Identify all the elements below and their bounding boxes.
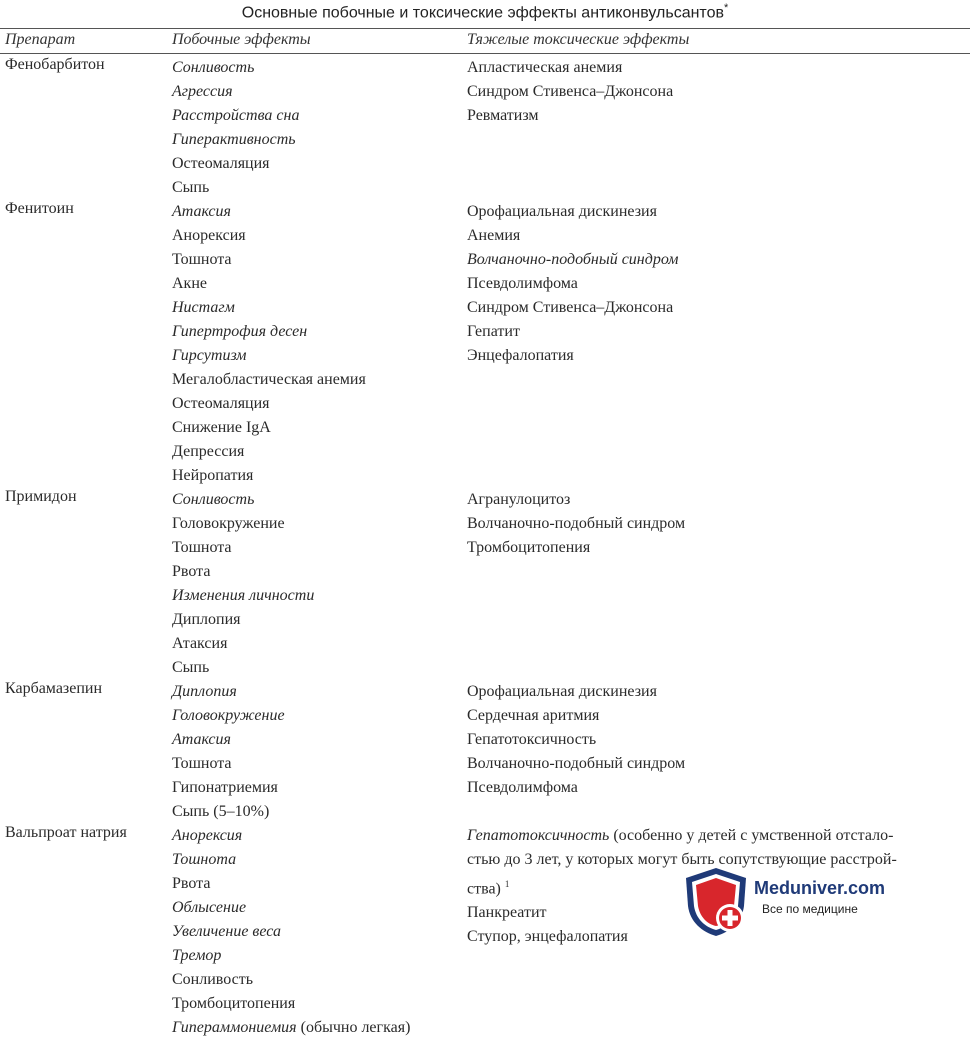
side-effect-item <box>172 416 462 440</box>
side-effect-text: Тремор <box>172 947 222 964</box>
toxic-effect-text: Тромбоцитопения <box>467 539 591 556</box>
column-header-drug: Препарат <box>5 31 76 48</box>
side-effect-text: Облысение <box>172 899 247 916</box>
side-effect-text: Тошнота <box>172 755 232 772</box>
toxic-effect-text: Апластическая анемия <box>467 59 623 76</box>
toxic-effect-text: Гепатотоксичность <box>467 827 610 844</box>
toxic-effect-item <box>467 248 970 272</box>
title-footnote-mark: * <box>723 2 729 14</box>
side-effect-text: Гирсутизм <box>172 347 247 364</box>
side-effect-item <box>172 752 462 776</box>
drug-name: Карбамазепин <box>5 680 103 697</box>
side-effect-item <box>172 224 462 248</box>
side-effect-item <box>172 992 462 1016</box>
toxic-effect-item <box>467 200 970 224</box>
toxic-effect-text: Ступор, энцефалопатия <box>467 928 628 946</box>
side-effect-item <box>172 488 462 512</box>
side-effect-item <box>172 512 462 536</box>
watermark-tagline: Все по медицине <box>762 902 858 916</box>
watermark-logo <box>682 866 902 938</box>
toxic-effect-text: Агранулоцитоз <box>467 491 571 508</box>
side-effect-item <box>172 536 462 560</box>
side-effect-text: Изменения личности <box>172 587 315 604</box>
shield-icon <box>682 866 750 938</box>
side-effect-item <box>172 392 462 416</box>
toxic-effect-text: Синдром Стивенса–Джонсона <box>467 83 674 100</box>
side-effect-item <box>172 560 462 584</box>
toxic-effect-item <box>467 488 970 512</box>
toxic-effect-text: Псевдолимфома <box>467 779 578 796</box>
side-effect-item <box>172 80 462 104</box>
side-effect-item <box>172 848 462 872</box>
toxic-effects-list <box>467 56 970 128</box>
toxic-effect-text: Панкреатит <box>467 904 547 922</box>
watermark-name: Meduniver.com <box>754 878 886 898</box>
side-effect-text: Диплопия <box>172 683 237 700</box>
toxic-effect-item <box>467 536 970 560</box>
side-effect-item <box>172 944 462 968</box>
side-effect-text: Агрессия <box>172 83 233 100</box>
side-effect-text: Головокружение <box>172 707 285 724</box>
toxic-effect-item <box>467 752 970 776</box>
side-effect-note: (обычно легкая) <box>296 1019 411 1036</box>
side-effect-text: Снижение IgA <box>172 419 271 436</box>
side-effects-list <box>172 200 462 488</box>
drug-name: Вальпроат натрия <box>5 824 127 841</box>
side-effect-text: Нейропатия <box>172 467 254 484</box>
table-title <box>0 2 970 22</box>
side-effect-item <box>172 968 462 992</box>
drug-name: Примидон <box>5 488 77 505</box>
side-effect-item <box>172 584 462 608</box>
side-effect-item <box>172 152 462 176</box>
side-effect-item <box>172 56 462 80</box>
toxic-effect-text: Гепатотоксичность <box>467 731 597 748</box>
side-effects-list <box>172 56 462 200</box>
side-effect-text: Депрессия <box>172 443 245 460</box>
side-effect-text: Анорексия <box>172 827 243 844</box>
toxic-effect-item <box>467 704 970 728</box>
toxic-effect-text: Волчаночно-подобный синдром <box>467 755 686 772</box>
side-effect-item <box>172 728 462 752</box>
drug-name: Фенобарбитон <box>5 56 105 73</box>
toxic-effect-item <box>467 776 970 800</box>
toxic-effect-text: Энцефалопатия <box>467 347 574 364</box>
side-effect-item <box>172 656 462 680</box>
side-effect-text: Сонливость <box>172 971 254 988</box>
side-effect-text: Атаксия <box>172 203 231 220</box>
side-effect-text: Гиперактивность <box>172 131 296 148</box>
side-effect-text: Сыпь (5–10%) <box>172 803 270 820</box>
side-effect-text: Анорексия <box>172 227 246 244</box>
footnote-mark: 1 <box>504 879 510 889</box>
side-effect-text: Тошнота <box>172 539 232 556</box>
side-effect-item <box>172 200 462 224</box>
side-effect-text: Рвота <box>172 875 211 892</box>
side-effect-text: Головокружение <box>172 515 285 532</box>
side-effect-text: Сонливость <box>172 59 255 76</box>
side-effect-item <box>172 680 462 704</box>
side-effect-item <box>172 800 462 824</box>
side-effect-item <box>172 320 462 344</box>
side-effect-text: Атаксия <box>172 635 228 652</box>
side-effect-item <box>172 440 462 464</box>
side-effect-text: Гипертрофия десен <box>172 323 308 340</box>
side-effect-text: Сонливость <box>172 491 255 508</box>
side-effect-text: Акне <box>172 275 207 292</box>
side-effect-text: Увеличение веса <box>172 923 281 940</box>
side-effect-item <box>172 368 462 392</box>
side-effect-text: Диплопия <box>172 611 241 628</box>
toxic-effect-text: Орофациальная дискинезия <box>467 683 657 700</box>
drug-name: Фенитоин <box>5 200 74 217</box>
toxic-effect-text: Волчаночно-подобный синдром <box>467 515 686 532</box>
toxic-effect-note: (особенно у детей с умственной отстало- <box>609 827 894 844</box>
toxic-effect-note-line: стью до 3 лет, у которых могут быть сопутствующие расстрой- <box>467 851 897 868</box>
side-effect-item <box>172 1016 462 1040</box>
toxic-effect-text: Гепатит <box>467 323 520 340</box>
toxic-effect-text: Псевдолимфома <box>467 275 578 292</box>
side-effect-text: Сыпь <box>172 659 210 676</box>
toxic-effect-item <box>467 104 970 128</box>
side-effect-text: Тошнота <box>172 251 232 268</box>
column-header-side-effects: Побочные эффекты <box>172 31 311 48</box>
toxic-effect-item <box>467 56 970 80</box>
toxic-effect-text: Синдром Стивенса–Джонсона <box>467 299 674 316</box>
side-effect-text: Тошнота <box>172 851 237 868</box>
side-effect-item <box>172 632 462 656</box>
side-effect-item <box>172 704 462 728</box>
toxic-effect-item <box>467 680 970 704</box>
toxic-effects-list <box>467 680 970 800</box>
side-effect-item <box>172 464 462 488</box>
toxic-effect-text: Орофациальная дискинезия <box>467 203 657 220</box>
toxic-effect-item <box>467 80 970 104</box>
side-effect-item <box>172 776 462 800</box>
column-header-toxic-effects: Тяжелые токсические эффекты <box>467 31 690 48</box>
side-effect-item <box>172 608 462 632</box>
toxic-effect-item <box>467 296 970 320</box>
side-effects-list <box>172 488 462 680</box>
toxic-effect-text: Ревматизм <box>467 107 539 124</box>
header-bottom-rule <box>0 53 970 54</box>
side-effect-item <box>172 920 462 944</box>
side-effect-item <box>172 176 462 200</box>
side-effect-text: Атаксия <box>172 731 231 748</box>
side-effect-item <box>172 248 462 272</box>
toxic-effect-text: Сердечная аритмия <box>467 707 600 724</box>
side-effect-text: Гипераммониемия <box>172 1019 297 1036</box>
side-effects-list <box>172 680 462 824</box>
toxic-effects-list <box>467 488 970 560</box>
side-effect-item <box>172 272 462 296</box>
toxic-effect-note: ства) <box>467 880 501 898</box>
header-top-rule <box>0 28 970 29</box>
toxic-effect-item <box>467 344 970 368</box>
side-effect-text: Рвота <box>172 563 211 580</box>
toxic-effect-item <box>467 320 970 344</box>
side-effect-text: Сыпь <box>172 179 210 196</box>
toxic-effect-item <box>467 272 970 296</box>
side-effect-text: Гипонатриемия <box>172 779 278 796</box>
side-effect-text: Тромбоцитопения <box>172 995 296 1012</box>
side-effect-item <box>172 344 462 368</box>
side-effect-text: Остеомаляция <box>172 395 270 412</box>
toxic-effect-text: Волчаночно-подобный синдром <box>467 251 679 268</box>
side-effect-item <box>172 824 462 848</box>
toxic-effect-item <box>467 512 970 536</box>
toxic-effects-list <box>467 200 970 368</box>
toxic-effect-text: Анемия <box>467 227 521 244</box>
side-effect-item <box>172 128 462 152</box>
side-effect-item <box>172 872 462 896</box>
side-effect-item <box>172 896 462 920</box>
side-effects-list <box>172 824 462 1040</box>
toxic-effect-item <box>467 224 970 248</box>
side-effect-item <box>172 296 462 320</box>
side-effect-item <box>172 104 462 128</box>
side-effect-text: Остеомаляция <box>172 155 270 172</box>
table-title-text: Основные побочные и токсические эффекты антиконвульсантов <box>241 4 724 22</box>
toxic-effect-note-line <box>467 824 970 848</box>
side-effect-text: Мегалобластическая анемия <box>172 371 366 388</box>
toxic-effect-item <box>467 728 970 752</box>
side-effect-text: Нистагм <box>172 299 235 316</box>
side-effect-text: Расстройства сна <box>172 107 300 124</box>
